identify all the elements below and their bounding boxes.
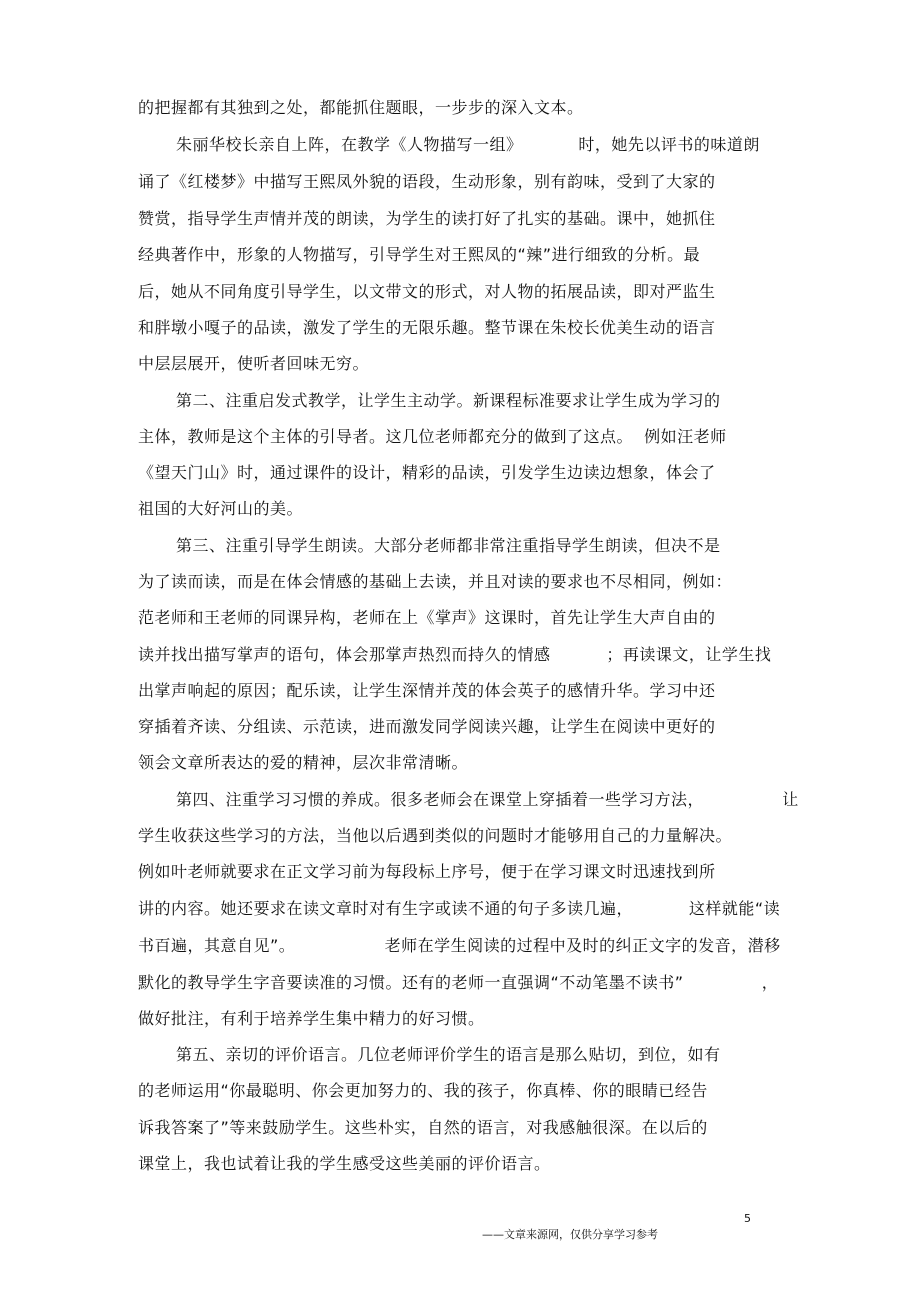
footer-note: ——文章来源网，仅供分享学习参考 bbox=[482, 1228, 658, 1241]
text-line: 主体，教师是这个主体的引导者。这几位老师都充分的做到了这点。 例如汪老师 bbox=[138, 427, 727, 446]
text-line: 中层层展开，使听者回味无穷。 bbox=[138, 354, 370, 373]
text-line: 的把握都有其独到之处，都能抓住题眼，一步步的深入文本。 bbox=[138, 98, 584, 117]
text-line: 和胖墩小嘎子的品读，激发了学生的无限乐趣。整节课在朱校长优美生动的语言 bbox=[138, 318, 716, 337]
text-line: 经典著作中，形象的人物描写，引导学生对王熙凤的“辣”进行细致的分析。最 bbox=[138, 245, 701, 264]
text-line: 为了读而读，而是在体会情感的基础上去读，并且对读的要求也不尽相同，例如： bbox=[138, 572, 733, 591]
text-line: 默化的教导学生字音要读准的习惯。还有的老师一直强调“不动笔墨不读书” ， bbox=[138, 973, 779, 992]
text-line: 讲的内容。她还要求在读文章时对有生字或读不通的句子多读几遍， 这样就能“读 bbox=[138, 899, 781, 918]
text-line: 第四、注重学习习惯的养成。很多老师会在课堂上穿插着一些学习方法， 让 bbox=[176, 790, 799, 809]
text-line: 的老师运用“你最聪明、你会更加努力的、我的孩子，你真棒、你的眼睛已经告 bbox=[138, 1081, 708, 1100]
text-line: 学生收获这些学习的方法，当他以后遇到类似的问题时才能够用自己的力量解决。 bbox=[138, 826, 733, 845]
text-line: 《望天门山》时，通过课件的设计，精彩的品读，引发学生边读边想象，体会了 bbox=[138, 463, 716, 482]
text-line: 穿插着齐读、分组读、示范读，进而激发同学阅读兴趣，让学生在阅读中更好的 bbox=[138, 717, 716, 736]
text-line: 祖国的大好河山的美。 bbox=[138, 499, 304, 518]
text-line: 范老师和王老师的同课异构，老师在上《掌声》这课时，首先让学生大声自由的 bbox=[138, 608, 716, 627]
text-line: 后，她从不同角度引导学生，以文带文的形式，对人物的拓展品读，即对严监生 bbox=[138, 282, 716, 301]
text-line: 第二、注重启发式教学，让学生主动学。新课程标准要求让学生成为学习的 bbox=[176, 391, 721, 410]
text-line: 书百遍，其意自见”。 老师在学生阅读的过程中及时的纠正文字的发音，潜移 bbox=[138, 936, 781, 955]
text-line: 第三、注重引导学生朗读。大部分老师都非常注重指导学生朗读，但决不是 bbox=[176, 536, 721, 555]
text-line: 读并找出描写掌声的语句，体会那掌声热烈而持久的情感 ；再读课文，让学生找 bbox=[138, 645, 772, 664]
text-line: 诉我答案了”等来鼓励学生。这些朴实，自然的语言，对我感触很深。在以后的 bbox=[138, 1118, 708, 1137]
page-number: 5 bbox=[744, 1212, 751, 1225]
text-line: 做好批注，有利于培养学生集中精力的好习惯。 bbox=[138, 1009, 485, 1028]
text-line: 例如叶老师就要求在正文学习前为每段标上序号，便于在学习课文时迅速找到所 bbox=[138, 862, 716, 881]
text-line: 领会文章所表达的爱的精神，层次非常清晰。 bbox=[138, 753, 469, 772]
text-line: 出掌声响起的原因；配乐读，让学生深情并茂的体会英子的感情升华。学习中还 bbox=[138, 681, 716, 700]
text-line: 赞赏，指导学生声情并茂的朗读，为学生的读打好了扎实的基础。课中，她抓住 bbox=[138, 209, 716, 228]
text-line: 第五、亲切的评价语言。几位老师评价学生的语言是那么贴切，到位，如有 bbox=[176, 1045, 721, 1064]
text-line: 朱丽华校长亲自上阵，在教学《人物描写一组》 时，她先以评书的味道朗 bbox=[176, 135, 760, 154]
text-line: 诵了《红楼梦》中描写王熙凤外貌的语段，生动形象，别有韵味，受到了大家的 bbox=[138, 172, 716, 191]
text-line: 课堂上，我也试着让我的学生感受这些美丽的评价语言。 bbox=[138, 1154, 551, 1173]
